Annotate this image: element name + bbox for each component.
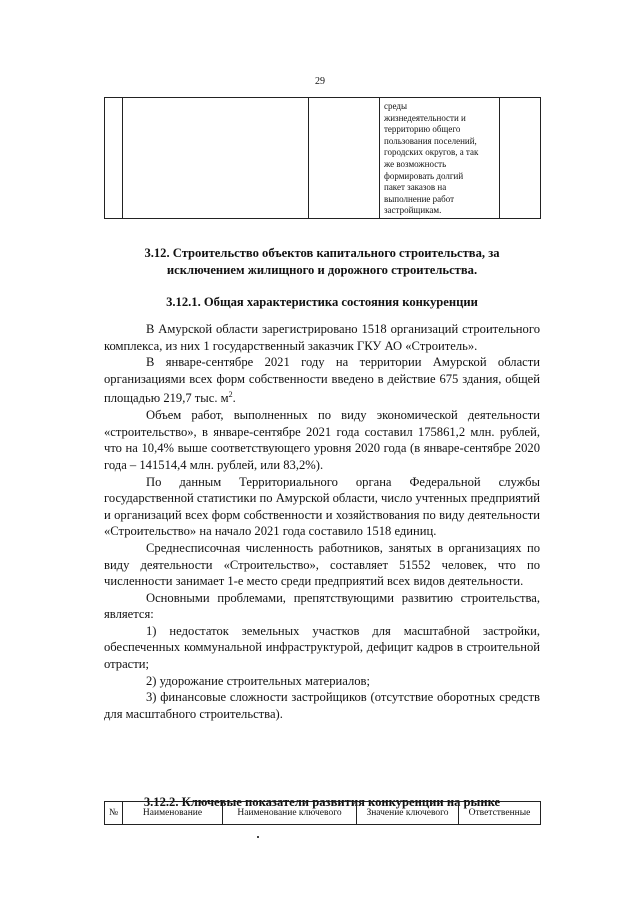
paragraph: 2) удорожание строительных материалов; [146,673,370,688]
paragraph: 3) финансовые сложности застройщиков (отсутствие оборотных средств для масштабного строительства). [104,690,540,721]
cell-line: жизнедеятельности и [384,112,466,123]
table-cell [500,98,541,219]
table-cell-measure [380,98,500,219]
continued-table [104,97,541,219]
table-header-row [105,802,541,825]
paragraph-text: В январе-сентябре 2021 году на территории Амурской области организациями всех форм собственности введено в действие 675 здания, общей площадью 219,7 тыс. м [104,355,540,406]
subsection-heading-general: 3.12.1. Общая характеристика состояния конкуренции [166,295,478,309]
cell-line: пакет заказов на [384,182,447,193]
cell-line: среды [384,101,407,111]
cell-line: застройщикам. [384,205,442,216]
paragraph: 1) недостаток земельных участков для масштабной застройки, обеспеченных коммунальной инфраструктурой, дефицит кадров в строительной отрасти; [104,623,540,672]
section-heading-line: исключением жилищного и дорожного строительства. [166,263,478,277]
cell-text [380,98,499,218]
header-key-name: Наименование ключевого [223,802,357,825]
paragraph: Среднесписочная численность работников, занятых в организациях по виду деятельности «Строительство», составляет 51552 человек, что по численности занимает 1-е место среди предприятий всех видов деятельности. [104,540,540,589]
cell-line: территорию общего [384,124,461,135]
cell-line: же возможность [384,158,447,169]
table-cell [123,98,309,219]
header-number: № [105,802,123,825]
scan-dot [257,836,259,838]
subsection-heading-indicators: 3.12.2. Ключевые показатели развития конкуренции на рынке [143,795,501,809]
section-heading-line: 3.12. Строительство объектов капитального строительства, за [144,246,500,260]
paragraph: В Амурской области зарегистрировано 1518 организаций строительного комплекса, из них 1 государственный заказчик ГКУ АО «Строитель». [104,322,540,353]
paragraph: Основными проблемами, препятствующими развитию строительства, является: [104,590,540,622]
paragraph: Объем работ, выполненных по виду экономической деятельности «строительство», в январе-сентябре 2021 года составил 175861,2 млн. рублей, что на 10,4% выше соответствующего уровня 2020 года (в январе-сентябре 2020 года – 141514,4 млн. рублей, или 83,2%). [104,408,540,472]
cell-line: городских округов, а так [384,147,479,158]
header-responsible: Ответственные [459,802,541,825]
table-cell [309,98,380,219]
paragraph [104,354,540,407]
paragraph-end: . [232,391,236,406]
cell-line: выполнение работ [384,193,455,204]
table-cell [105,98,123,219]
page-number: 29 [315,76,325,87]
cell-line: пользования поселений, [384,135,477,146]
header-name: Наименование [123,802,223,825]
body-text [104,321,540,722]
paragraph: По данным Территориального органа Федеральной службы государственной статистики по Амурской области, число учтенных предприятий и организаций всех форм собственности и хозяйствования по виду деятельности «Строительство» на начало 2021 года составило 1518 единиц. [104,474,540,539]
superscript: 2 [228,390,233,400]
section-heading [112,245,532,279]
indicators-table [104,801,541,825]
table-row [105,98,541,219]
header-key-value: Значение ключевого [357,802,459,825]
cell-line: формировать долгий [384,170,464,181]
